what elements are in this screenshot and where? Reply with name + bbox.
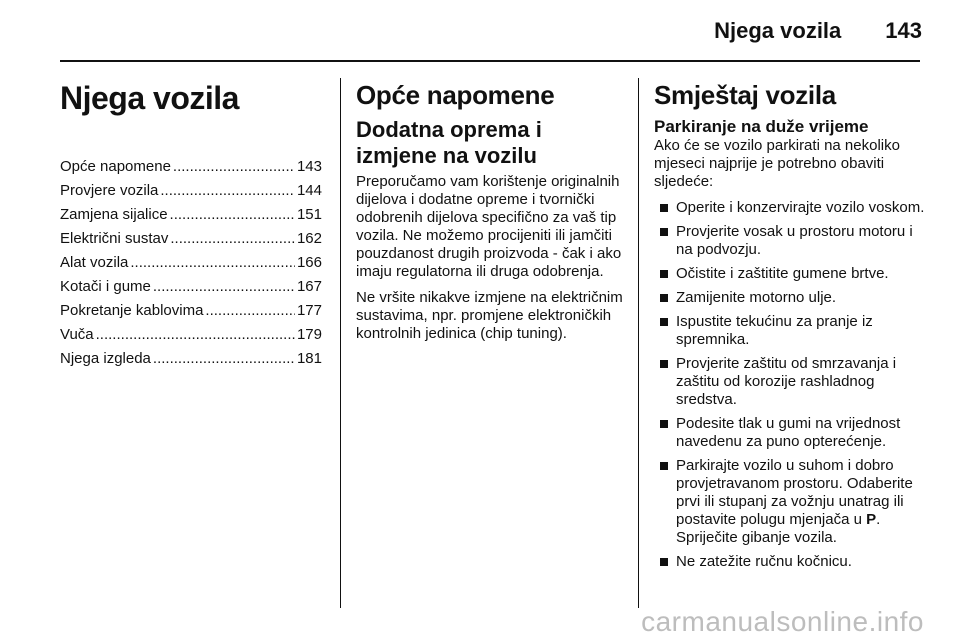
paragraph: Preporučamo vam korištenje originalnih dijelova i dodatne opreme i tvornički odobrenih dijelova specifično za vaš tip vozila. Ne možemo procijeniti ili jamčiti pouzdanost drugih proizvoda - čak i ako imaju regulatorna ili druga odobrenja. bbox=[356, 173, 622, 280]
toc-leader bbox=[205, 299, 295, 323]
list-item bbox=[654, 265, 926, 283]
list-item-text: . Spriječite gibanje vozila. bbox=[676, 511, 881, 546]
toc-page: 181 bbox=[296, 350, 322, 367]
list-item bbox=[654, 313, 926, 349]
toc-item[interactable] bbox=[60, 155, 322, 179]
paragraph: Ne vršite nikakve izmjene na električnim sustavima, npr. promjene elektroničkih kontrolnih jedinica (chip tuning). bbox=[356, 289, 623, 342]
toc-page: 167 bbox=[296, 278, 322, 295]
toc-item[interactable] bbox=[60, 323, 322, 347]
toc-page: 177 bbox=[296, 302, 322, 319]
bullet-square-icon bbox=[660, 558, 668, 566]
toc-leader bbox=[96, 323, 295, 347]
toc-label: Zamjena sijalice bbox=[60, 206, 168, 223]
list-item bbox=[654, 199, 926, 217]
list-item-text: Zamijenite motorno ulje. bbox=[676, 289, 837, 306]
toc-leader bbox=[170, 203, 295, 227]
bullet-square-icon bbox=[660, 420, 668, 428]
toc-item[interactable] bbox=[60, 275, 322, 299]
toc-page: 166 bbox=[296, 254, 322, 271]
subsection-title: Parkiranje na duže vrijeme bbox=[654, 117, 869, 136]
bullet-square-icon bbox=[660, 204, 668, 212]
toc-label: Pokretanje kablovima bbox=[60, 302, 204, 319]
intro-paragraph: Ako će se vozilo parkirati na nekoliko mjeseci najprije je potrebno obaviti sljedeće: bbox=[654, 137, 900, 190]
header-title: Njega vozila bbox=[714, 18, 842, 43]
bullet-square-icon bbox=[660, 270, 668, 278]
list-item-text: Parkirajte vozilo u suhom i dobro provjetravanom prostoru. Odaberite prvi ili stupanj za vožnju unatrag ili postavite polugu mjenjača u bbox=[676, 457, 913, 528]
toc-leader bbox=[153, 347, 295, 371]
list-item-text: Podesite tlak u gumi na vrijednost navedenu za puno opterećenje. bbox=[676, 415, 901, 450]
toc-page: 162 bbox=[296, 230, 322, 247]
toc-page: 144 bbox=[296, 182, 322, 199]
watermark: carmanualsonline.info bbox=[641, 606, 924, 637]
column-divider-1 bbox=[340, 78, 341, 608]
toc-label: Vuča bbox=[60, 326, 94, 343]
toc-page: 179 bbox=[296, 326, 322, 343]
list-item-text: Operite i konzervirajte vozilo voskom. bbox=[676, 199, 925, 216]
toc-leader bbox=[173, 155, 295, 179]
list-item-text: Provjerite zaštitu od smrzavanja i zaštitu od korozije rashladnog sredstva. bbox=[676, 355, 897, 408]
toc-leader bbox=[170, 227, 295, 251]
toc-label: Provjere vozila bbox=[60, 182, 159, 199]
bullet-square-icon bbox=[660, 228, 668, 236]
header-rule bbox=[60, 60, 920, 62]
column-divider-2 bbox=[638, 78, 639, 608]
toc-page: 151 bbox=[296, 206, 322, 223]
toc-item[interactable] bbox=[60, 203, 322, 227]
toc-leader bbox=[130, 251, 295, 275]
toc-label: Opće napomene bbox=[60, 158, 171, 175]
list-item-text: Ispustite tekućinu za pranje iz spremnika. bbox=[676, 313, 873, 348]
toc-page: 143 bbox=[296, 158, 322, 175]
toc-item[interactable] bbox=[60, 299, 322, 323]
bullet-square-icon bbox=[660, 294, 668, 302]
list-item bbox=[654, 355, 926, 409]
list-item bbox=[654, 457, 926, 547]
vehicle-storage-column bbox=[654, 68, 926, 577]
chapter-title: Njega vozila bbox=[60, 80, 239, 116]
header-page-number: 143 bbox=[885, 18, 922, 43]
toc-leader bbox=[160, 179, 295, 203]
general-notes-column bbox=[356, 68, 628, 351]
section-title: Opće napomene bbox=[356, 80, 555, 110]
toc-item[interactable] bbox=[60, 251, 322, 275]
bullet-square-icon bbox=[660, 318, 668, 326]
section-title: Smještaj vozila bbox=[654, 80, 836, 110]
gear-position-label: P bbox=[866, 511, 877, 528]
toc-item[interactable] bbox=[60, 347, 322, 371]
list-item bbox=[654, 289, 926, 307]
toc-label: Električni sustav bbox=[60, 230, 169, 247]
subsection-title: Dodatna oprema i izmjene na vozilu bbox=[356, 117, 542, 168]
toc-column bbox=[60, 68, 322, 371]
toc-item[interactable] bbox=[60, 227, 322, 251]
toc-label: Njega izgleda bbox=[60, 350, 151, 367]
list-item-text: Očistite i zaštitite gumene brtve. bbox=[676, 265, 889, 282]
list-item bbox=[654, 415, 926, 451]
bullet-square-icon bbox=[660, 360, 668, 368]
page-header bbox=[714, 18, 922, 48]
toc-leader bbox=[153, 275, 295, 299]
list-item bbox=[654, 223, 926, 259]
bullet-square-icon bbox=[660, 462, 668, 470]
list-item bbox=[654, 553, 926, 571]
list-item-text: Ne zatežite ručnu kočnicu. bbox=[676, 553, 852, 570]
toc-item[interactable] bbox=[60, 179, 322, 203]
table-of-contents bbox=[60, 155, 322, 371]
toc-label: Kotači i gume bbox=[60, 278, 151, 295]
list-item-text: Provjerite vosak u prostoru motoru i na podvozju. bbox=[676, 223, 913, 258]
storage-checklist bbox=[654, 199, 926, 571]
toc-label: Alat vozila bbox=[60, 254, 129, 271]
